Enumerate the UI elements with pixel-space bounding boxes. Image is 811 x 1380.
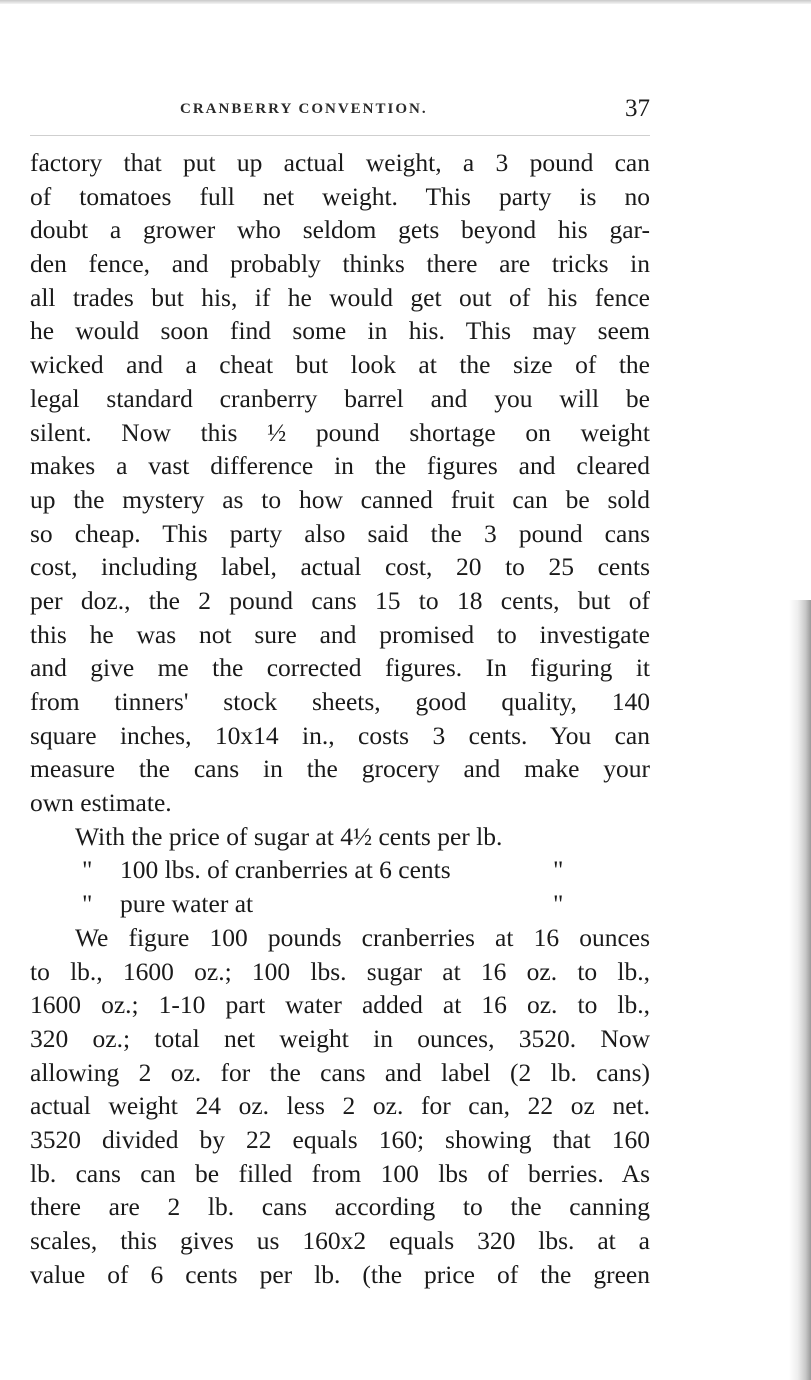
text-line: so cheap. This party also said the 3 pound cans	[30, 518, 650, 548]
text-line: of tomatoes full net weight. This party is no	[30, 181, 650, 211]
text-line: 320 oz.; total net weight in ounces, 3520. Now	[30, 1023, 650, 1053]
page-body	[30, 146, 650, 1291]
text-line: and give me the corrected figures. In figuring it	[30, 653, 650, 683]
text-line: this he was not sure and promised to investigate	[30, 619, 650, 649]
price-intro-line: With the price of sugar at 4½ cents per lb.	[75, 821, 503, 851]
text-line: factory that put up actual weight, a 3 pound can	[30, 148, 650, 177]
page-top-edge	[0, 0, 811, 4]
text-line: cost, including label, actual cost, 20 to 25 cents	[30, 552, 650, 582]
text-line: scales, this gives us 160x2 equals 320 lbs. at a	[30, 1226, 650, 1255]
text-line: 1600 oz.; 1-10 part water added at 16 oz. to lb.,	[30, 990, 650, 1020]
page-number: 37	[625, 95, 650, 122]
text-line: to lb., 1600 oz.; 100 lbs. sugar at 16 oz. to lb.,	[30, 956, 650, 986]
text-line: there are 2 lb. cans according to the canning	[30, 1192, 650, 1222]
ditto-mark: "	[553, 889, 564, 919]
running-header	[30, 95, 650, 136]
text-line: wicked and a cheat but look at the size of the	[30, 350, 650, 380]
text-line: silent. Now this ½ pound shortage on weight	[30, 417, 650, 447]
price-item: 100 lbs. of cranberries at 6 cents	[120, 855, 451, 885]
text-line: from tinners' stock sheets, good quality, 140	[30, 687, 650, 716]
text-line: measure the cans in the grocery and make your	[30, 754, 650, 784]
ditto-mark: "	[82, 889, 93, 919]
price-row	[30, 853, 650, 887]
text-line: per doz., the 2 pound cans 15 to 18 cents, but of	[30, 585, 650, 615]
text-line: up the mystery as to how canned fruit can be sold	[30, 484, 650, 514]
text-line: 3520 divided by 22 equals 160; showing that 160	[30, 1124, 650, 1154]
text-line: square inches, 10x14 in., costs 3 cents. You can	[30, 720, 650, 750]
running-title: CRANBERRY CONVENTION.	[180, 101, 428, 117]
text-line: actual weight 24 oz. less 2 oz. for can, 22 oz net.	[30, 1091, 650, 1121]
text-line: We figure 100 pounds cranberries at 16 ounces	[75, 922, 650, 952]
text-line: value of 6 cents per lb. (the price of the green	[30, 1259, 650, 1289]
text-line: he would soon find some in his. This may seem	[30, 316, 650, 346]
price-item: pure water at	[120, 889, 254, 919]
text-line: doubt a grower who seldom gets beyond his gar-	[30, 215, 650, 245]
book-spine-shadow	[789, 600, 811, 1380]
text-line: den fence, and probably thinks there are tricks in	[30, 249, 650, 279]
text-line: makes a vast difference in the figures and cleared	[30, 451, 650, 481]
text-line: own estimate.	[30, 788, 172, 818]
text-line: lb. cans can be filled from 100 lbs of berries. As	[30, 1158, 650, 1188]
text-line: allowing 2 oz. for the cans and label (2 lb. cans)	[30, 1057, 650, 1087]
text-line: all trades but his, if he would get out of his fence	[30, 282, 650, 312]
price-row	[30, 887, 650, 921]
book-page	[30, 95, 650, 1291]
text-line: legal standard cranberry barrel and you will be	[30, 383, 650, 413]
ditto-mark: "	[553, 855, 564, 885]
ditto-mark: "	[82, 855, 93, 885]
